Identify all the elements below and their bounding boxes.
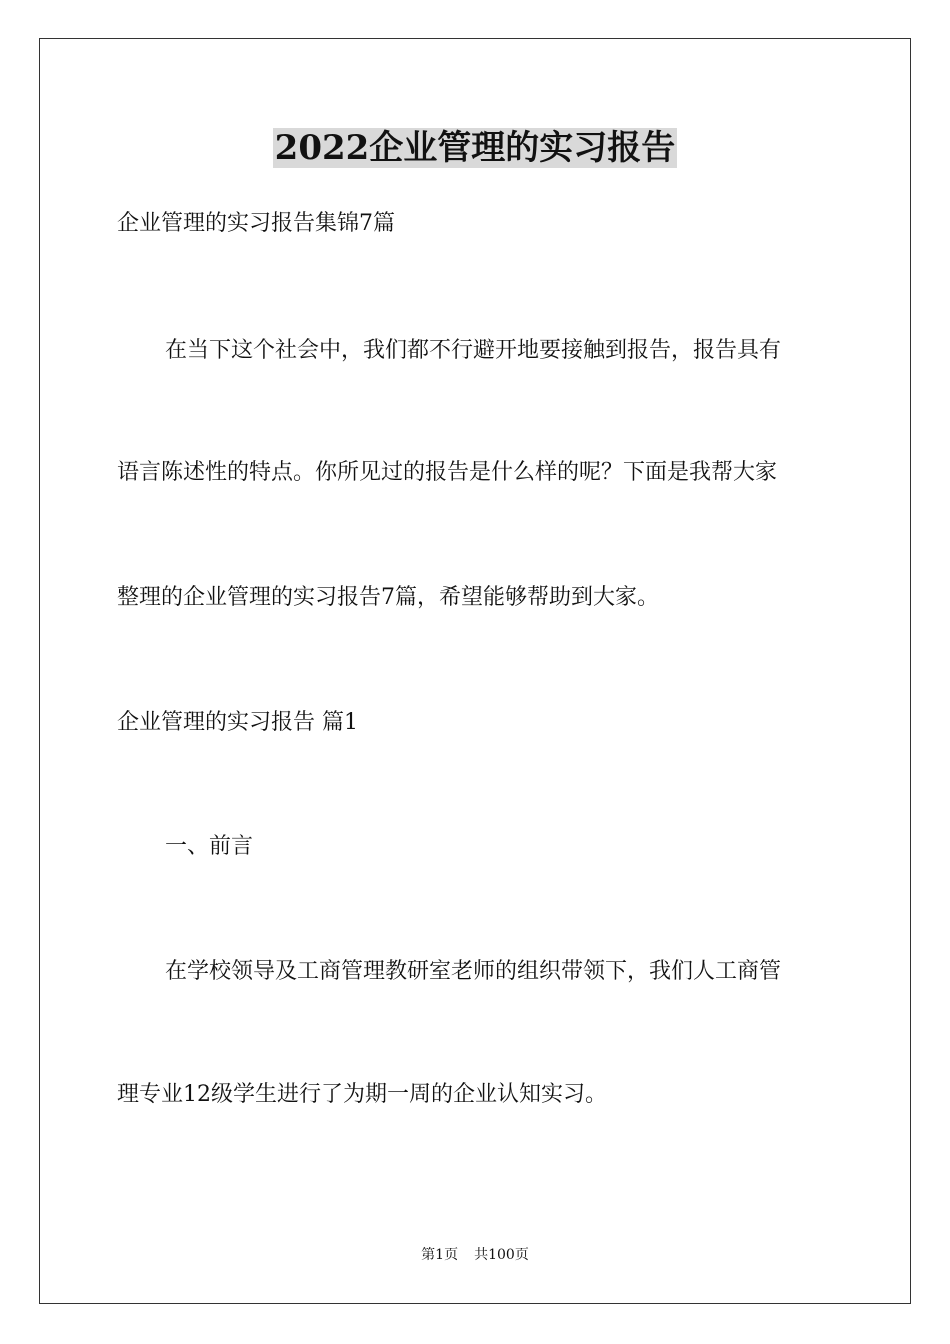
section-heading: 企业管理的实习报告 篇1 [117, 710, 358, 735]
page-number: 第1页 [421, 1247, 459, 1263]
intro-paragraph-line-1: 在当下这个社会中，我们都不行避开地要接触到报告，报告具有 [165, 338, 782, 363]
body-paragraph-line-2: 理专业12级学生进行了为期一周的企业认知实习。 [117, 1082, 607, 1107]
page-footer [0, 1245, 950, 1265]
subsection-heading: 一、前言 [165, 834, 254, 859]
intro-paragraph-line-3: 整理的企业管理的实习报告7篇，希望能够帮助到大家。 [117, 585, 659, 610]
subtitle-line: 企业管理的实习报告集锦7篇 [117, 211, 395, 236]
page-total: 共100页 [474, 1247, 529, 1263]
intro-paragraph-line-2: 语言陈述性的特点。你所见过的报告是什么样的呢？下面是我帮大家 [117, 460, 778, 485]
document-title [0, 126, 950, 170]
document-title-text: 2022企业管理的实习报告 [274, 128, 676, 168]
body-paragraph-line-1: 在学校领导及工商管理教研室老师的组织带领下，我们人工商管 [165, 959, 782, 984]
